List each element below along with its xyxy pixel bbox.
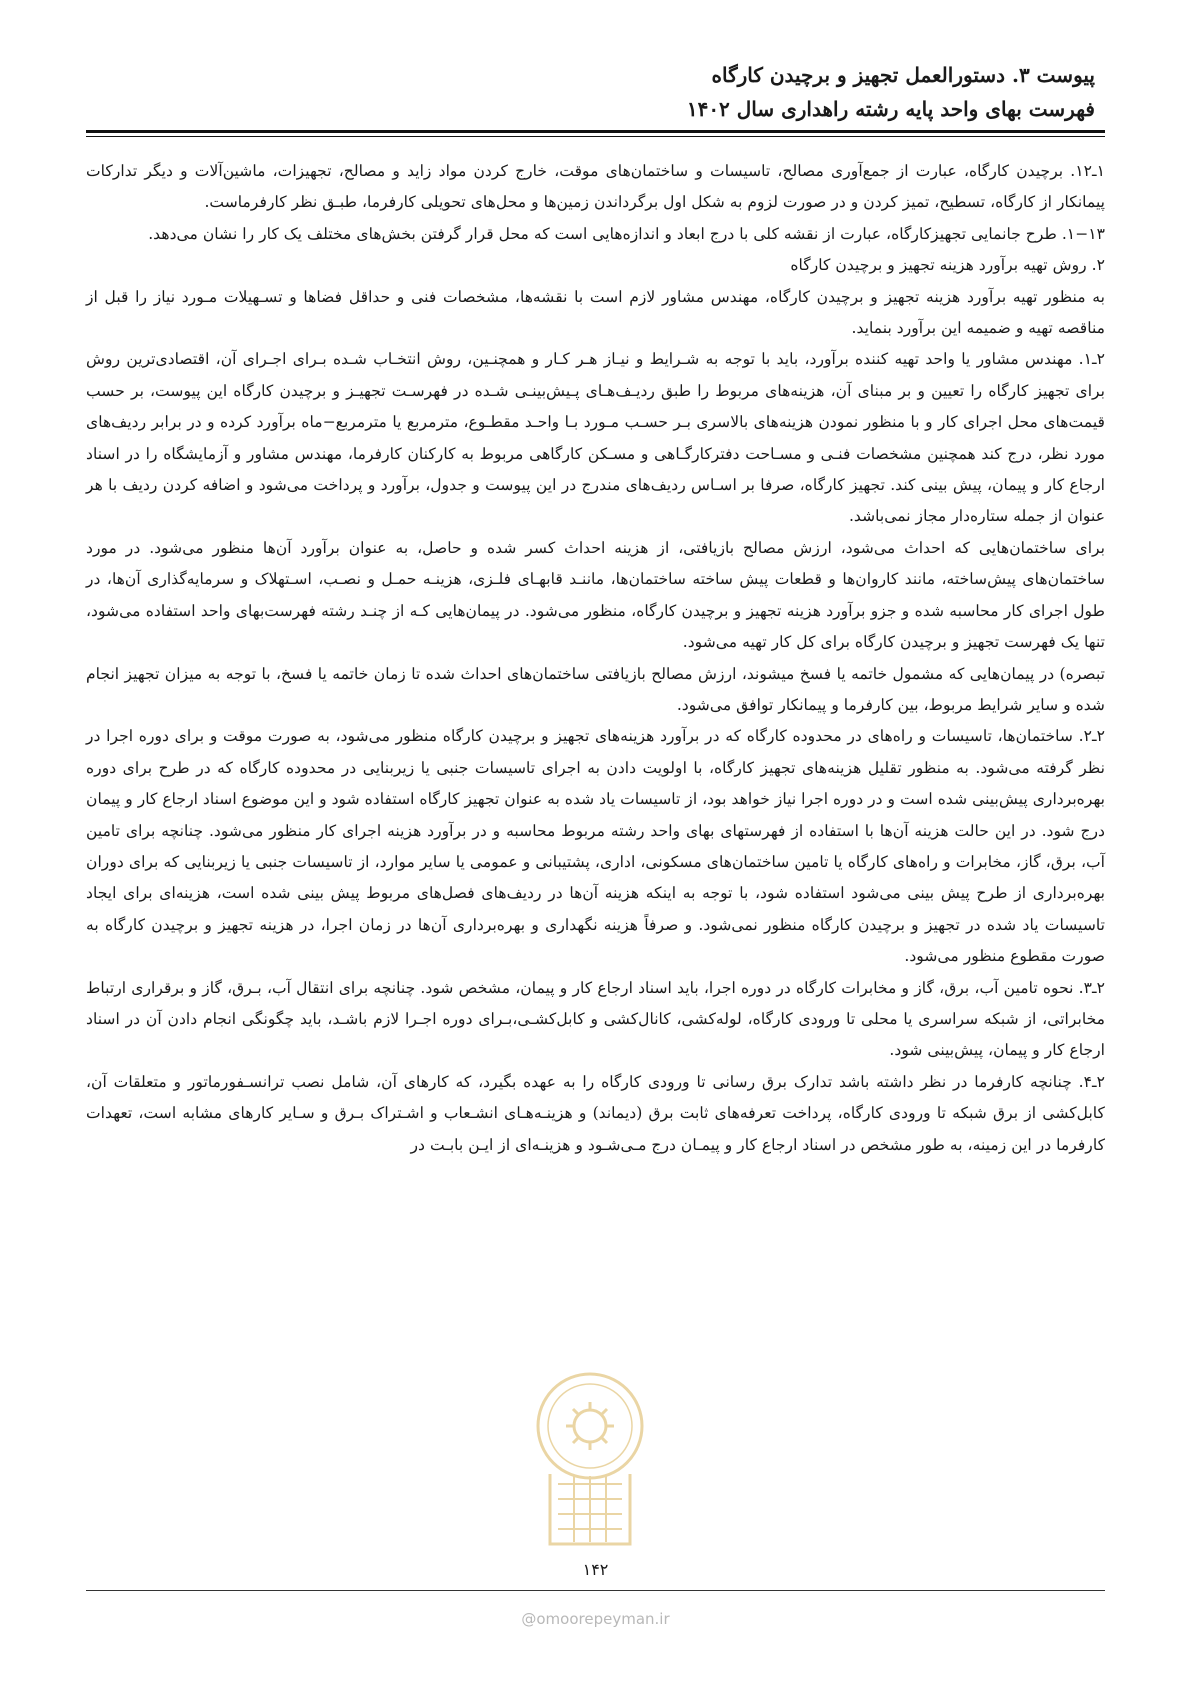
page-header xyxy=(95,58,1095,126)
paragraph-2-4: ۲ـ۴. چنانچه کارفرما در نظر داشته باشد تدارک برق رسانی تا ورودی کارگاه را به عهده بگیرد، که کارهای آن، شامل نصب ترانسـفورماتور و متعلقات آن، کابل‌کشی از برق شبکه تا ورودی کارگاه، پرداخت تعرفه‌های ثابت برق (دیماند) و هزینـه‌هـای انشـعاب و اشـتراک بـرق و سـایر کارهای مشابه است، تعهدات کارفرما در این زمینه، به طور مشخص در اسناد ارجاع کار و پیمـان درج مـی‌شـود و هزینـه‌ای از ایـن بابـت در xyxy=(86,1072,1105,1154)
header-rule-thick xyxy=(86,130,1105,133)
seal-watermark xyxy=(510,1364,670,1554)
paragraph-2-1: ۲ـ۱. مهندس مشاور یا واحد تهیه کننده برآورد، باید با توجه به شـرایط و نیـاز هـر کـار و همچنـین، روش انتخـاب شـده بـرای اجـرای آن، اقتصادی‌ترین روش برای تجهیز کارگاه را تعیین و بر مبنای آن، هزینه‌های مربوط را طبق ردیـف‌هـای پـیش‌بینـی شـده در فهرسـت تجهیـز و برچیدن کارگاه این پیوست، بر حسب قیمت‌های محل اجرای کار و با منظور نمودن هزینه‌های بالاسری بـر حسـب مـورد بـا واحـد مقطـوع، مترمربع یا مترمربع−ماه برآورد کرده و در برابر ردیف‌های مورد نظر، درج کند همچنین مشخصات فنـی و مسـاحت دفترکارگـاهی و مسـکن کارگاهی مربوط به کارکنان کارفرما، مهندس مشاور و آزمایشگاه را در اسناد ارجاع کار و پیمان، پیش بینی کند. تجهیز کارگاه، صرفا بر اسـاس ردیف‌های مندرج در این پیوست و جدول، برآورد و پرداخت می‌شود و اضافه کردن ردیف با هر عنوان از جمله ستاره‌دار مجاز نمی‌باشد. xyxy=(86,350,1105,526)
footer-rule xyxy=(86,1590,1105,1591)
paragraph-note: تبصره) در پیمان‌هایی که مشمول خاتمه یا فسخ میشوند، ارزش مصالح بازیافتی ساختمان‌های احداث شده تا زمان خاتمه یا فسخ، با توجه به میزان تجهیز انجام شده و سایر شرایط مربوط، بین کارفرما و پیمانکار توافق می‌شود. xyxy=(86,664,1105,714)
page-number: ۱۴۲ xyxy=(582,1560,609,1579)
section-heading-2: ۲. روش تهیه برآورد هزینه تجهیز و برچیدن کارگاه xyxy=(790,256,1105,275)
paragraph-1-12: ۱ـ۱۲. برچیدن کارگاه، عبارت از جمع‌آوری مصالح، تاسیسات و ساختمان‌های موقت، خارج کردن مواد زاید و مصالح، تجهیزات، ماشین‌آلات و دیگر تدارکات پیمانکار از کارگاه، تسطیح، تمیز کردن و در صورت لزوم به شکل اول برگرداندن زمین‌ها و محل‌های تحویلی کارفرما، طبـق نظر کارفرماست. xyxy=(86,162,1105,212)
paragraph-buildings: برای ساختمان‌هایی که احداث می‌شود، ارزش مصالح بازیافتی، از هزینه احداث کسر شده و حاصل، به عنوان برآورد آن‌ها منظور می‌شود. در مورد ساختمان‌های پیش‌ساخته، مانند کاروان‌ها و قطعات پیش ساخته ساختمان‌ها، ماننـد قابهـای فلـزی، هزینـه حمـل و نصـب، اسـتهلاک و سرمایه‌گذاری آن‌ها، در طول اجرای کار محاسبه شده و جزو برآورد هزینه تجهیز و برچیدن کارگاه، منظور می‌شود. در پیمان‌هایی کـه از چنـد رشته فهرست‌بهای واحد استفاده می‌شود، تنها یک فهرست تجهیز و برچیدن کارگاه برای کل کار تهیه می‌شود. xyxy=(86,538,1105,652)
header-rule-thin xyxy=(86,136,1105,137)
site-watermark-text: @omoorepeyman.ir xyxy=(521,1610,670,1628)
document-body xyxy=(86,156,1105,1161)
paragraph-intro: به منظور تهیه برآورد هزینه تجهیز و برچیدن کارگاه، مهندس مشاور لازم است با نقشه‌ها، مشخصات فنی و حداقل فضاها و تسـهیلات مـورد نیاز را قبل از مناقصه تهیه و ضمیمه این برآورد بنماید. xyxy=(86,287,1105,338)
paragraph-2-2: ۲ـ۲. ساختمان‌ها، تاسیسات و راه‌های در محدوده کارگاه که در برآورد هزینه‌های تجهیز و برچیدن کارگاه منظور می‌شود، به صورت موقت و برای دوره اجرا در نظر گرفته می‌شود. به منظور تقلیل هزینه‌های تجهیز کارگاه، با اولویت دادن به اجرای تاسیسات جنبی یا زیربنایی در محدوده کارگاه که در طرح برای دوره بهره‌برداری پیش‌بینی شده است و در دوره اجرا نیاز خواهد بود، از تاسیسات یاد شده به عنوان تجهیز کارگاه استفاده شود و این موضوع اسناد ارجاع کار و پیمان درج شود. در این حالت هزینه آن‌ها با استفاده از فهرستهای بهای واحد رشته مربوط محاسبه و در برآورد هزینه اجرای کار منظور می‌شود. چنانچه برای تامین آب، برق، گاز، مخابرات و راه‌های کارگاه یا تامین ساختمان‌های مسکونی، اداری، پشتیبانی و عمومی یا سایر موارد، از تاسیسات جنبی یا زیربنایی که برای دوران بهره‌برداری از طرح پیش بینی می‌شود استفاده شود، با توجه به اینکه هزینه آن‌ها در ردیف‌های فصل‌های مربوط پیش بینی شده است، هزینه‌ای برای ایجاد تاسیسات یاد شده در تجهیز و برچیدن کارگاه منظور نمی‌شود. و صرفاً هزینه نگهداری و بهره‌برداری آن‌ها در زمان اجرا، در هزینه تجهیز و برچیدن کارگاه به صورت مقطوع منظور می‌شود. xyxy=(86,727,1106,966)
header-title: پیوست ۳. دستورالعمل تجهیز و برچیدن کارگاه xyxy=(711,63,1095,87)
paragraph-1-13: ۱−۱۳. طرح جانمایی تجهیزکارگاه، عبارت از نقشه کلی با درج ابعاد و اندازه‌هایی است که محل قرار گرفتن بخش‌های مختلف یک کار را نشان می‌دهد. xyxy=(148,224,1105,243)
paragraph-2-3: ۲ـ۳. نحوه تامین آب، برق، گاز و مخابرات کارگاه در دوره اجرا، باید اسناد ارجاع کار و پیمان، مشخص شود. چنانچه برای انتقال آب، بـرق، گاز و برقراری ارتباط مخابراتی، از شبکه سراسری یا محلی تا ورودی کارگاه، لوله‌کشی، کانال‌کشی و کابل‌کشـی،بـرای دوره اجـرا لازم باشـد، باید چگونگی انجام دادن آن در اسناد ارجاع کار و پیمان، پیش‌بینی شود. xyxy=(86,978,1105,1060)
header-subtitle: فهرست بهای واحد پایه رشته راهداری سال ۱۴۰۲ xyxy=(686,97,1095,121)
